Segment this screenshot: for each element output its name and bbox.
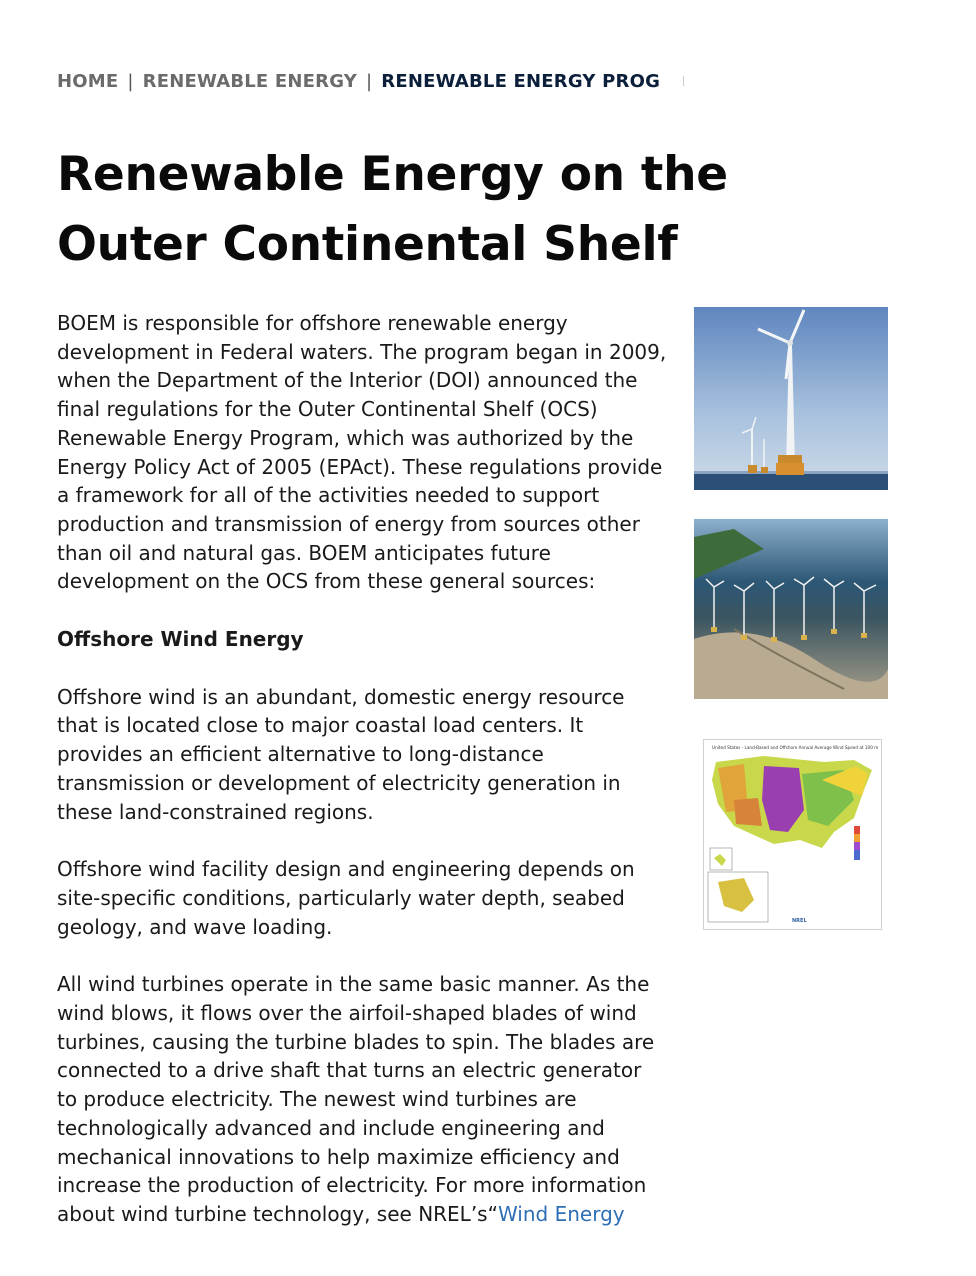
wind-energy-link[interactable]: Wind Energy	[497, 1201, 625, 1226]
breadcrumb-renewable-energy-link[interactable]: RENEWABLE ENERGY	[142, 71, 358, 92]
page-title: Renewable Energy on the Outer Continental Shelf	[57, 147, 728, 272]
wind-paragraph-1: Offshore wind is an abundant, domestic energy resource that is located close to major coastal load centers. It provides an efficient alternative to long-distance transmission or development of electricity generation in these land-constrained regions.	[57, 684, 625, 824]
main-content	[57, 309, 667, 1258]
map-title: United States - Land-Based and Offshore Annual Average Wind Speed at 100 m	[712, 745, 879, 750]
wind-paragraph-2: Offshore wind facility design and engineering depends on site-specific conditions, particularly water depth, seabed geology, and wave loading.	[57, 857, 635, 939]
breadcrumb-home-link[interactable]: HOME	[57, 71, 119, 92]
wind-paragraph-3-text: All wind turbines operate in the same basic manner. As the wind blows, it flows over the airfoil-shaped blades of wind turbines, causing the turbine blades to spin. The blades are connected to a drive shaft that turns an electric generator to produce electricity. The newest wind turbines are technologically advanced and include engineering and mechanical innovations to help maximize efficiency and increase the production of electricity. For more information about wind turbine technology, see NREL’s“	[57, 972, 655, 1226]
breadcrumb-separator: |	[366, 71, 373, 92]
breadcrumb-current-page: RENEWABLE ENERGY PROG	[381, 71, 661, 92]
wind-paragraph-3	[57, 970, 667, 1228]
breadcrumb	[57, 71, 660, 92]
offshore-turbine-photo	[694, 307, 888, 490]
floating-turbines-illustration	[694, 519, 888, 699]
intro-paragraph: BOEM is responsible for offshore renewable energy development in Federal waters. The program began in 2009, when the Department of the Interior (DOI) announced the final regulations for the Outer Continental Shelf (OCS) Renewable Energy Program, which was authorized by the Energy Policy Act of 2005 (EPAct). These regulations provide a framework for all of the activities needed to support production and transmission of energy from sources other than oil and natural gas. BOEM anticipates future development on the OCS from these general sources:	[57, 311, 667, 594]
breadcrumb-overflow-divider	[683, 76, 684, 86]
nrel-logo: NREL	[792, 918, 807, 924]
breadcrumb-separator: |	[127, 71, 134, 92]
us-wind-resource-map	[703, 739, 882, 930]
section-heading-offshore-wind: Offshore Wind Energy	[57, 627, 304, 652]
